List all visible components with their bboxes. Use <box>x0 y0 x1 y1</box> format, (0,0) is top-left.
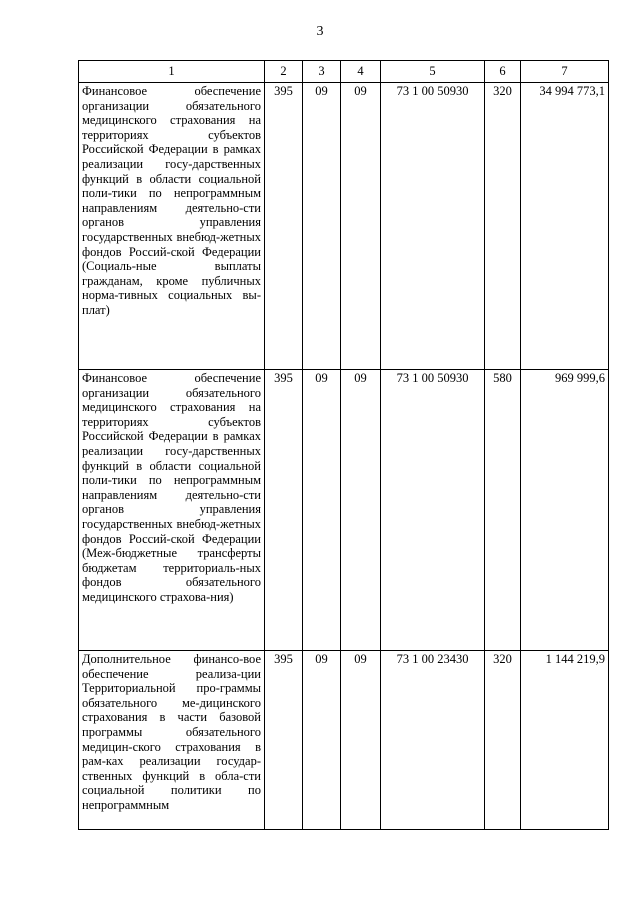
header-col-7: 7 <box>521 61 609 83</box>
header-col-6: 6 <box>485 61 521 83</box>
table-row <box>79 651 609 830</box>
header-col-3: 3 <box>303 61 341 83</box>
row-section: 09 <box>303 370 341 651</box>
row-amount: 34 994 773,1 <box>521 83 609 370</box>
row-admin-code: 395 <box>265 83 303 370</box>
row-amount: 969 999,6 <box>521 370 609 651</box>
row-description: Финансовое обеспечение организации обязательного медицинского страхования на территориях субъектов Российской Федерации в рамках реализации госу-дарственных функций в области социальной поли-тики по непрограммным направлениям деятельно-сти органов управления государственных внебюд-жетных фондов Россий-ской Федерации (Социаль-ные выплаты гражданам, кроме публичных норма-тивных социальных вы-плат) <box>79 83 265 370</box>
header-col-4: 4 <box>341 61 381 83</box>
row-section: 09 <box>303 651 341 830</box>
header-col-2: 2 <box>265 61 303 83</box>
row-subsection: 09 <box>341 370 381 651</box>
page-number: 3 <box>316 24 324 39</box>
row-description: Дополнительное финансо-вое обеспечение реализа-ции Территориальной про-граммы обязательного ме-дицинского страхования в части базовой программы обязательного медицин-ского страхования в рам-ках реализации государ-ственных функций в обла-сти социальной политики по непрограммным <box>79 651 265 830</box>
budget-table <box>78 60 609 830</box>
table-row <box>79 370 609 651</box>
row-target-article: 73 1 00 50930 <box>381 370 485 651</box>
header-col-5: 5 <box>381 61 485 83</box>
row-subsection: 09 <box>341 83 381 370</box>
row-expense-type: 580 <box>485 370 521 651</box>
row-target-article: 73 1 00 50930 <box>381 83 485 370</box>
row-target-article: 73 1 00 23430 <box>381 651 485 830</box>
table-row <box>79 83 609 370</box>
header-row <box>79 61 609 83</box>
row-subsection: 09 <box>341 651 381 830</box>
row-expense-type: 320 <box>485 651 521 830</box>
row-admin-code: 395 <box>265 370 303 651</box>
row-amount: 1 144 219,9 <box>521 651 609 830</box>
header-col-1: 1 <box>79 61 265 83</box>
row-expense-type: 320 <box>485 83 521 370</box>
row-section: 09 <box>303 83 341 370</box>
row-admin-code: 395 <box>265 651 303 830</box>
row-description: Финансовое обеспечение организации обязательного медицинского страхования на территориях субъектов Российской Федерации в рамках реализации госу-дарственных функций в области социальной поли-тики по непрограммным направлениям деятельно-сти органов управления государственных внебюд-жетных фондов Россий-ской Федерации (Меж-бюджетные трансферты бюджетам территориаль-ных фондов обязательного медицинского страхова-ния) <box>79 370 265 651</box>
